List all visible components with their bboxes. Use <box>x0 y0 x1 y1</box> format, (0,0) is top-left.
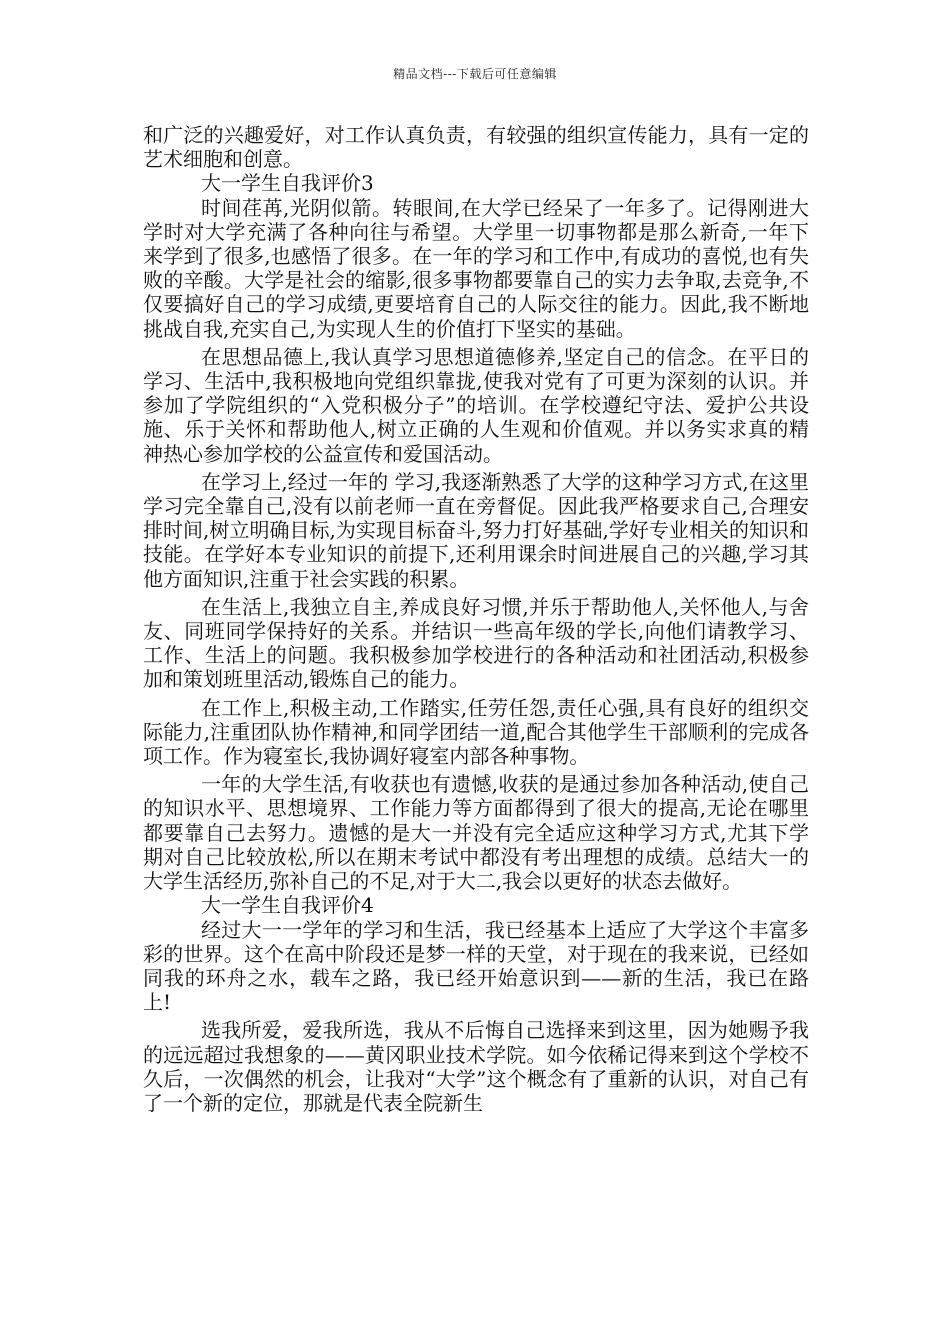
document-body <box>143 123 809 1115</box>
paragraph-summary: 一年的大学生活,有收获也有遗憾,收获的是通过参加各种活动,使自己的知识水平、思想境界、工作能力等方面都得到了很大的提高,无论在哪里都要靠自己去努力。遗憾的是大一并没有完全适应这种学习方式,尤其下学期对自己比较放松,所以在期末考试中都没有考出理想的成绩。总结大一的大学生活经历,弥补自己的不足,对于大二,我会以更好的状态去做好。 <box>143 772 809 894</box>
paragraph-study: 在学习上,经过一年的 学习,我逐渐熟悉了大学的这种学习方式,在这里学习完全靠自己,没有以前老师一直在旁督促。因此我严格要求自己,合理安排时间,树立明确目标,为实现目标奋斗,努力打好基础,学好专业相关的知识和技能。在学好本专业知识的前提下,还利用课余时间进展自己的兴趣,学习其他方面知识,注重于社会实践的积累。 <box>143 469 809 591</box>
paragraph-adaptation: 经过大一一学年的学习和生活，我已经基本上适应了大学这个丰富多彩的世界。这个在高中阶段还是梦一样的天堂，对于现在的我来说，已经如同我的环舟之水，载车之路，我已经开始意识到——新的生活，我已在路上! <box>143 917 809 1015</box>
paragraph-ideology: 在思想品德上,我认真学习思想道德修养,坚定自己的信念。在平日的学习、生活中,我积极地向党组织靠拢,使我对党有了可更为深刻的认识。并参加了学院组织的“入党积极分子”的培训。在学校遵纪守法、爱护公共设施、乐于关怀和帮助他人,树立正确的人生观和价值观。并以务实求真的精神热心参加学校的公益宣传和爱国活动。 <box>143 344 809 466</box>
paragraph-life: 在生活上,我独立自主,养成良好习惯,并乐于帮助他人,关怀他人,与舍友、同班同学保持好的关系。并结识一些高年级的学长,向他们请教学习、工作、生活上的问题。我积极参加学校进行的各种活动和社团活动,积极参加和策划班里活动,锻炼自己的能力。 <box>143 594 809 692</box>
paragraph-intro: 时间荏苒,光阴似箭。转眼间,在大学已经呆了一年多了。记得刚进大学时对大学充满了各种向往与希望。大学里一切事物都是那么新奇,一年下来学到了很多,也感悟了很多。在一年的学习和工作中,有成功的喜悦,也有失败的辛酸。大学是社会的缩影,很多事物都要靠自己的实力去争取,去竞争,不仅要搞好自己的学习成绩,更要培育自己的人际交往的能力。因此,我不断地挑战自我,充实自己,为实现人生的价值打下坚实的基础。 <box>143 195 809 341</box>
section-heading-4: 大一学生自我评价4 <box>201 893 374 918</box>
paragraph-choice: 选我所爱，爱我所选，我从不后悔自己选择来到这里，因为她赐予我的远远超过我想象的——黄冈职业技术学院。如今依稀记得来到这个学校不久后，一次偶然的机会，让我对“大学”这个概念有了重新的认识，对自己有了一个新的定位，那就是代表全院新生 <box>143 1018 809 1115</box>
section-heading-3: 大一学生自我评价3 <box>201 171 374 196</box>
page-header: 精品文档---下载后可任意编辑 <box>393 67 557 81</box>
paragraph-work: 在工作上,积极主动,工作踏实,任劳任怨,责任心强,具有良好的组织交际能力,注重团队协作精神,和同学团结一道,配合其他学生干部顺利的完成各项工作。作为寝室长,我协调好寝室内部各种事物。 <box>143 695 809 769</box>
paragraph-continuation: 和广泛的兴趣爱好，对工作认真负责，有较强的组织宣传能力，具有一定的艺术细胞和创意。 <box>143 123 809 172</box>
